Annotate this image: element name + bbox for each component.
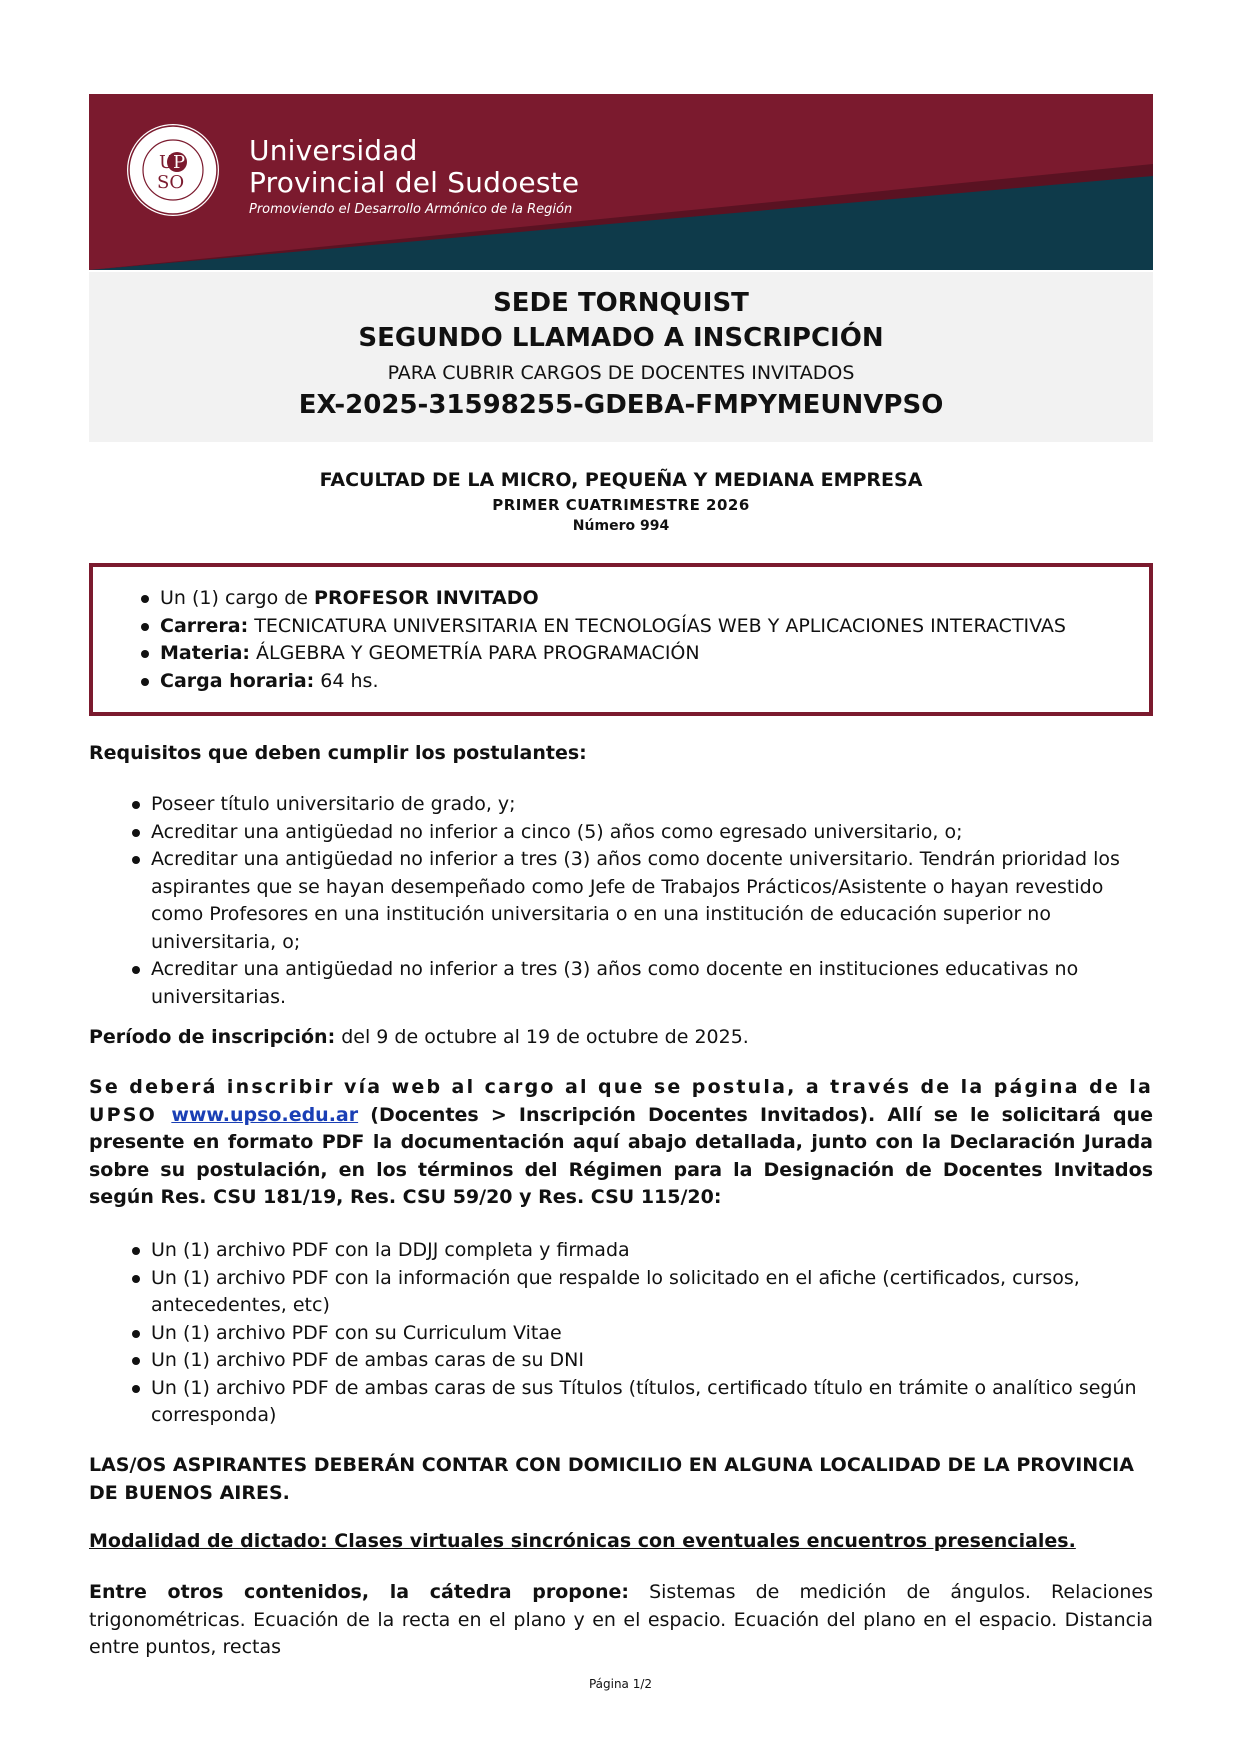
- university-banner: [89, 94, 1153, 270]
- required-files-list: [151, 1237, 1151, 1430]
- list-item: Poseer título universitario de grado, y;: [151, 791, 1151, 819]
- list-item: Acreditar una antigüedad no inferior a tres (3) años como docente universitario. Tendrán prioridad los aspirantes que se hayan desempeñado como Jefe de Trabajos Prácticos/Asistente o hayan revestido como Profesores en una institución universitaria o en una institución de educación superior no universitaria, o;: [151, 846, 1151, 956]
- term-label: PRIMER CUATRIMESTRE 2026: [492, 496, 750, 514]
- university-tagline: Promoviendo el Desarrollo Armónico de la Región: [249, 202, 573, 217]
- university-seal-icon: [125, 122, 221, 218]
- list-item: Carrera: TECNICATURA UNIVERSITARIA EN TECNOLOGÍAS WEB Y APLICACIONES INTERACTIVAS: [160, 613, 1066, 641]
- faculty-name: FACULTAD DE LA MICRO, PEQUEÑA Y MEDIANA EMPRESA: [319, 469, 923, 491]
- list-item: Un (1) cargo de PROFESOR INVITADO: [160, 585, 1066, 613]
- requirements-heading: Requisitos que deben cumplir los postulantes:: [89, 742, 587, 764]
- residency-notice: LAS/OS ASPIRANTES DEBERÁN CONTAR CON DOMICILIO EN ALGUNA LOCALIDAD DE LA PROVINCIA DE BUENOS AIRES.: [89, 1454, 1134, 1504]
- upso-website-link[interactable]: www.upso.edu.ar: [171, 1103, 359, 1126]
- university-name-line2: Provincial del Sudoeste: [249, 166, 580, 199]
- list-item: Un (1) archivo PDF con su Curriculum Vitae: [151, 1320, 1151, 1348]
- university-name-line1: Universidad: [249, 134, 418, 167]
- course-contents: Entre otros contenidos, la cátedra propone: Sistemas de medición de ángulos. Relaciones trigonométricas. Ecuación de la recta en el plano y en el espacio. Ecuación del plano en el espacio. Distancia entre puntos, rectas: [89, 1581, 1153, 1658]
- svg-text:U: U: [159, 152, 175, 173]
- job-details-box: [89, 563, 1153, 716]
- list-item: Un (1) archivo PDF con la información que respalde lo solicitado en el afiche (certificados, cursos, antecedentes, etc): [151, 1265, 1151, 1320]
- job-details-list: [160, 585, 1066, 695]
- page-number: Página 1/2: [588, 1677, 653, 1691]
- list-item: Carga horaria: 64 hs.: [160, 668, 1066, 696]
- title-file-number: EX-2025-31598255-GDEBA-FMPYMEUNVPSO: [298, 390, 944, 420]
- title-call: SEGUNDO LLAMADO A INSCRIPCIÓN: [358, 323, 884, 353]
- title-sede: SEDE TORNQUIST: [493, 288, 749, 318]
- list-item: Un (1) archivo PDF de ambas caras de sus Títulos (títulos, certificado título en trámite o analítico según corresponda): [151, 1375, 1151, 1430]
- registration-period: Período de inscripción: del 9 de octubre al 19 de octubre de 2025.: [89, 1026, 749, 1048]
- list-item: Acreditar una antigüedad no inferior a cinco (5) años como egresado universitario, o;: [151, 819, 1151, 847]
- svg-text:SO: SO: [157, 172, 185, 193]
- list-item: Un (1) archivo PDF con la DDJJ completa y firmada: [151, 1237, 1151, 1265]
- svg-text:P: P: [173, 152, 186, 173]
- title-block: [89, 272, 1153, 442]
- list-item: Materia: ÁLGEBRA Y GEOMETRÍA PARA PROGRAMACIÓN: [160, 640, 1066, 668]
- web-registration-instructions: Se deberá inscribir vía web al cargo al que se postula, a través de la página de la UPSO www.upso.edu.ar (Docentes > Inscripción Docentes Invitados). Allí se le solicitará que presente en formato PDF la documentación aquí abajo detallada, junto con la Declaración Jurada sobre su postulación, en los términos del Régimen para la Designación de Docentes Invitados según Res. CSU 181/19, Res. CSU 59/20 y Res. CSU 115/20:: [89, 1076, 1153, 1208]
- list-item: Un (1) archivo PDF de ambas caras de su DNI: [151, 1347, 1151, 1375]
- requirements-list: [151, 791, 1151, 1011]
- call-number: Número 994: [572, 518, 670, 534]
- teaching-modality: Modalidad de dictado: Clases virtuales sincrónicas con eventuales encuentros presenciales.: [89, 1530, 1076, 1552]
- list-item: Acreditar una antigüedad no inferior a tres (3) años como docente en instituciones educativas no universitarias.: [151, 956, 1151, 1011]
- title-purpose: PARA CUBRIR CARGOS DE DOCENTES INVITADOS: [387, 362, 855, 384]
